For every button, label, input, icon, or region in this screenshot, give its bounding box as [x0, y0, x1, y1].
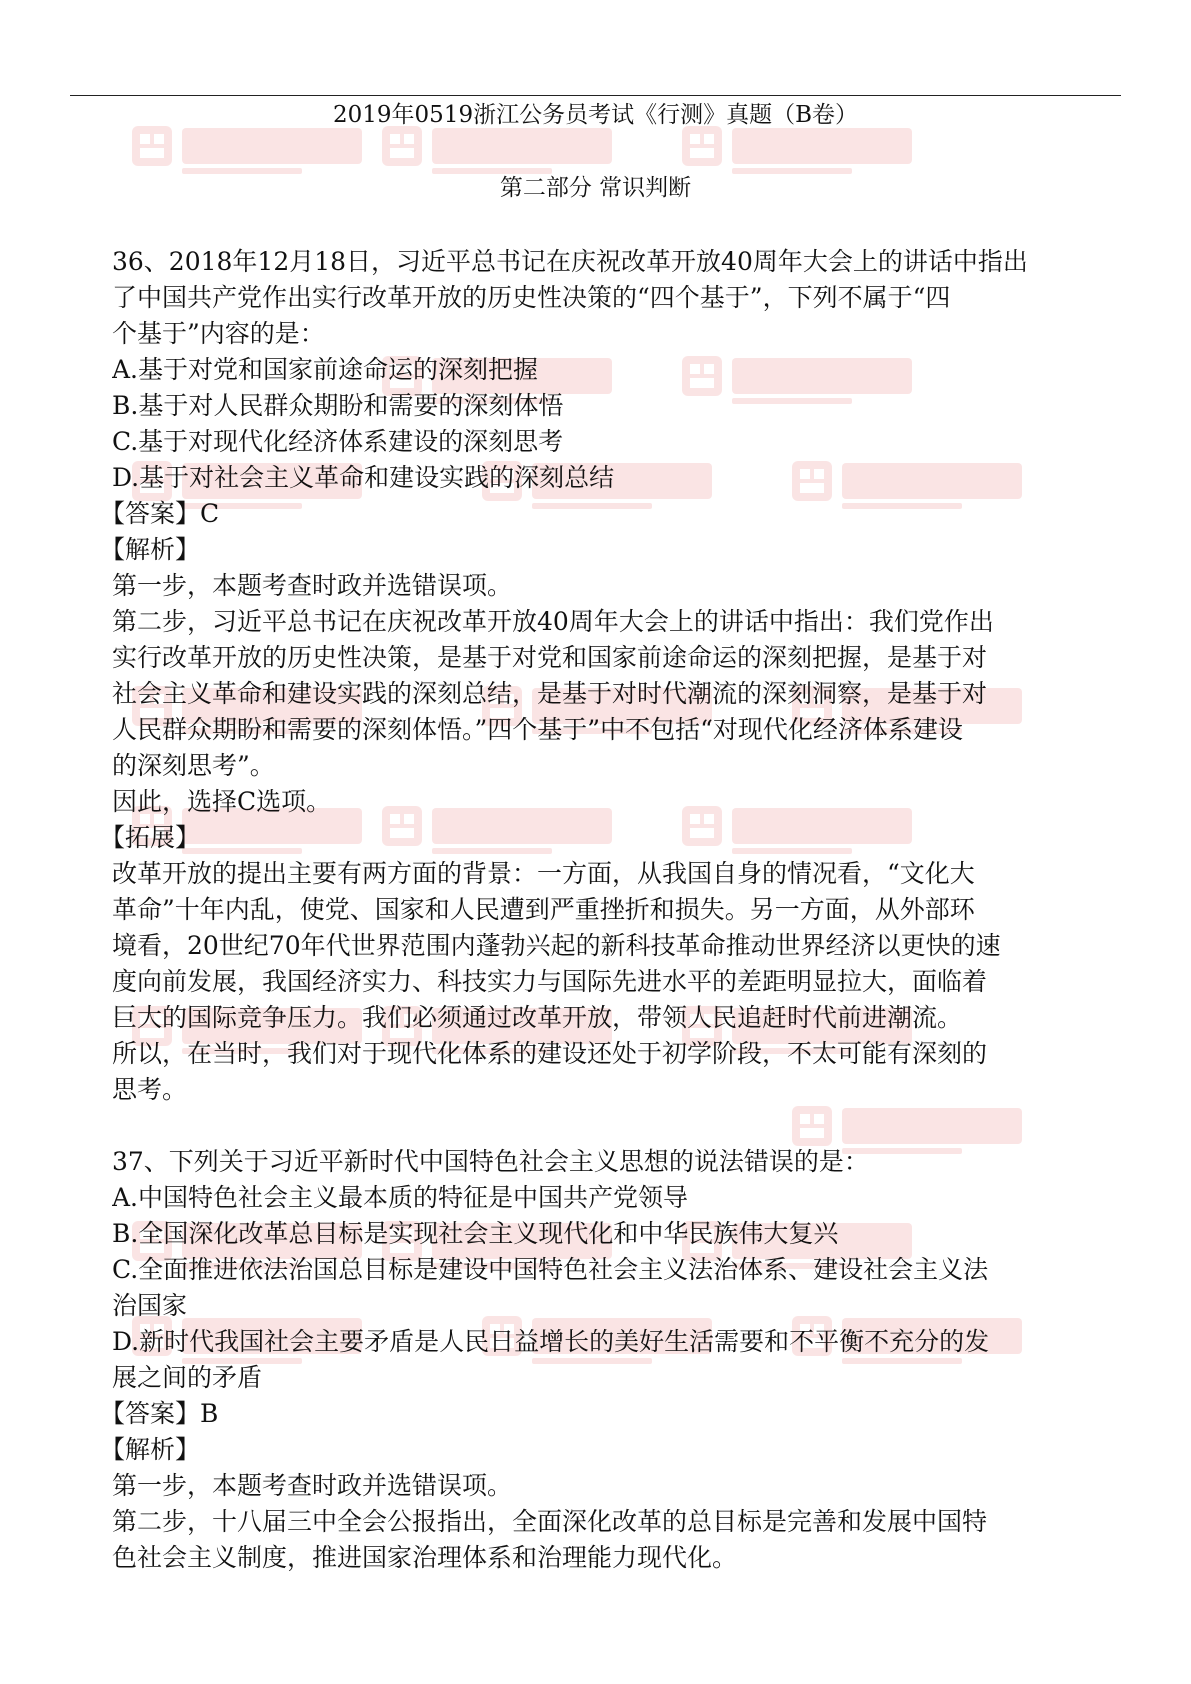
text-line: 第一步，本题考查时政并选错误项。: [112, 571, 513, 600]
text-line: C.全面推进依法治国总目标是建设中国特色社会主义法治体系、建设社会主义法: [112, 1255, 989, 1284]
text-line: 了中国共产党作出实行改革开放的历史性决策的“四个基于”，下列不属于“四: [112, 283, 951, 312]
text-line: 社会主义革命和建设实践的深刻总结，是基于对时代潮流的深刻洞察，是基于对: [112, 679, 988, 708]
text-line: 36、2018年12月18日，习近平总书记在庆祝改革开放40周年大会上的讲话中指出: [112, 247, 1028, 276]
text-line: 革命”十年内乱，使党、国家和人民遭到严重挫折和损失。另一方面，从外部环: [112, 895, 975, 924]
text-line: 人民群众期盼和需要的深刻体悟。”四个基于”中不包括“对现代化经济体系建设: [112, 715, 963, 744]
text-line: 改革开放的提出主要有两方面的背景：一方面，从我国自身的情况看，“文化大: [112, 859, 975, 888]
text-line: 展之间的矛盾: [112, 1363, 263, 1392]
text-line: 的深刻思考”。: [112, 751, 275, 780]
text-line: 个基于”内容的是：: [112, 319, 325, 348]
text-line: 所以，在当时，我们对于现代化体系的建设还处于初学阶段，不太可能有深刻的: [112, 1039, 988, 1068]
section-title: 第二部分 常识判断: [499, 175, 692, 201]
text-line: A.基于对党和国家前途命运的深刻把握: [112, 355, 539, 384]
text-line: 度向前发展，我国经济实力、科技实力与国际先进水平的差距明显拉大，面临着: [112, 967, 988, 996]
text-line: 实行改革开放的历史性决策，是基于对党和国家前途命运的深刻把握，是基于对: [112, 643, 988, 672]
text-line: 治国家: [112, 1291, 188, 1320]
text-line: 【答案】C: [100, 499, 220, 528]
text-line: 巨大的国际竞争压力。我们必须通过改革开放，带领人民追赶时代前进潮流。: [112, 1003, 963, 1032]
text-line: 【答案】B: [100, 1399, 219, 1428]
text-line: 色社会主义制度，推进国家治理体系和治理能力现代化。: [112, 1543, 738, 1572]
text-line: D.新时代我国社会主要矛盾是人民日益增长的美好生活需要和不平衡不充分的发: [112, 1327, 990, 1356]
header-rule: [70, 95, 1121, 96]
document-title: 2019年0519浙江公务员考试《行测》真题（B卷）: [333, 102, 858, 128]
text-line: C.基于对现代化经济体系建设的深刻思考: [112, 427, 564, 456]
text-line: D.基于对社会主义革命和建设实践的深刻总结: [112, 463, 615, 492]
text-line: B.全国深化改革总目标是实现社会主义现代化和中华民族伟大复兴: [112, 1219, 839, 1248]
blank-line: [112, 1108, 1102, 1144]
text-line: 第一步，本题考查时政并选错误项。: [112, 1471, 513, 1500]
text-line: B.基于对人民群众期盼和需要的深刻体悟: [112, 391, 564, 420]
text-line: 思考。: [112, 1075, 188, 1104]
text-line: 【解析】: [100, 535, 201, 564]
text-line: A.中国特色社会主义最本质的特征是中国共产党领导: [112, 1183, 689, 1212]
text-line: 第二步，十八届三中全会公报指出，全面深化改革的总目标是完善和发展中国特: [112, 1507, 988, 1536]
text-line: 因此，选择C选项。: [112, 787, 332, 816]
text-line: 第二步，习近平总书记在庆祝改革开放40周年大会上的讲话中指出：我们党作出: [112, 607, 994, 636]
text-line: 【解析】: [100, 1435, 201, 1464]
text-line: 境看，20世纪70年代世界范围内蓬勃兴起的新科技革命推动世界经济以更快的速: [112, 931, 1001, 960]
text-line: 【拓展】: [100, 823, 201, 852]
document-body: [100, 244, 1102, 1576]
text-line: 37、下列关于习近平新时代中国特色社会主义思想的说法错误的是：: [112, 1147, 869, 1176]
